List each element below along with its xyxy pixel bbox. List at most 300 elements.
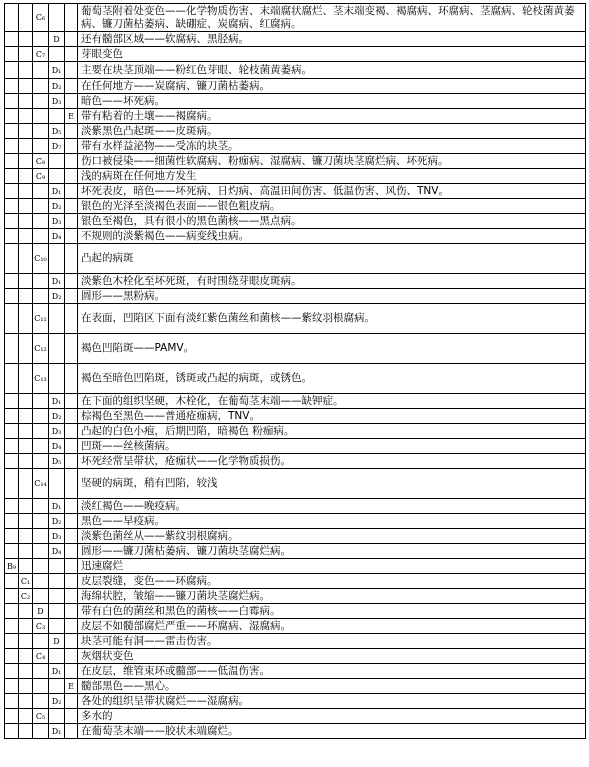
level-cell-2: C₅ bbox=[33, 709, 49, 724]
level-cell-1 bbox=[19, 94, 33, 109]
level-cell-0 bbox=[5, 694, 19, 709]
level-cell-3 bbox=[49, 574, 65, 589]
level-cell-2 bbox=[33, 62, 49, 79]
description-cell: 迅速腐烂 bbox=[78, 559, 586, 574]
level-cell-0 bbox=[5, 679, 19, 694]
level-cell-2 bbox=[33, 394, 49, 409]
level-cell-1 bbox=[19, 334, 33, 364]
level-cell-0 bbox=[5, 574, 19, 589]
table-row bbox=[5, 62, 586, 79]
level-cell-2 bbox=[33, 229, 49, 244]
level-cell-2: C₄ bbox=[33, 649, 49, 664]
description-cell: 浅的病斑在任何地方发生 bbox=[78, 169, 586, 184]
level-cell-3: D₂ bbox=[49, 409, 65, 424]
level-cell-1 bbox=[19, 109, 33, 124]
level-cell-3 bbox=[49, 469, 65, 499]
level-cell-0 bbox=[5, 619, 19, 634]
table-row bbox=[5, 229, 586, 244]
level-cell-0 bbox=[5, 199, 19, 214]
level-cell-2 bbox=[33, 559, 49, 574]
level-cell-4 bbox=[65, 559, 78, 574]
level-cell-1 bbox=[19, 679, 33, 694]
description-cell: 坏死表皮，暗色——坏死病、日灼病、高温田间伤害、低温伤害、风伤、TNV。 bbox=[78, 184, 586, 199]
level-cell-4: E bbox=[65, 679, 78, 694]
level-cell-3 bbox=[49, 244, 65, 274]
level-cell-4 bbox=[65, 409, 78, 424]
diagnostic-key-table bbox=[4, 3, 586, 739]
description-cell: 块茎可能有洞——雷击伤害。 bbox=[78, 634, 586, 649]
level-cell-0 bbox=[5, 169, 19, 184]
description-cell: 淡红褐色——晚疫病。 bbox=[78, 499, 586, 514]
level-cell-0 bbox=[5, 529, 19, 544]
level-cell-2 bbox=[33, 634, 49, 649]
level-cell-0 bbox=[5, 62, 19, 79]
table-row bbox=[5, 649, 586, 664]
level-cell-0 bbox=[5, 634, 19, 649]
table-row bbox=[5, 124, 586, 139]
description-cell: 芽眼变色 bbox=[78, 47, 586, 62]
table-row bbox=[5, 424, 586, 439]
level-cell-0 bbox=[5, 94, 19, 109]
description-cell: 凸起的白色小疱，后期凹陷，暗褐色 粉痂病。 bbox=[78, 424, 586, 439]
level-cell-3 bbox=[49, 109, 65, 124]
description-cell: 暗色——坏死病。 bbox=[78, 94, 586, 109]
level-cell-1 bbox=[19, 47, 33, 62]
level-cell-0 bbox=[5, 364, 19, 394]
description-cell: 坏死经常呈带状，疮痂状——化学物质损伤。 bbox=[78, 454, 586, 469]
level-cell-3 bbox=[49, 679, 65, 694]
level-cell-3: D₁ bbox=[49, 499, 65, 514]
level-cell-3: D₄ bbox=[49, 229, 65, 244]
level-cell-1 bbox=[19, 559, 33, 574]
level-cell-1 bbox=[19, 394, 33, 409]
description-cell: 棕褐色至黑色——普通疮痂病，TNV。 bbox=[78, 409, 586, 424]
table-row bbox=[5, 274, 586, 289]
level-cell-3: D₃ bbox=[49, 529, 65, 544]
level-cell-1 bbox=[19, 424, 33, 439]
table-row bbox=[5, 394, 586, 409]
level-cell-2: C₉ bbox=[33, 169, 49, 184]
level-cell-3: D₂ bbox=[49, 289, 65, 304]
level-cell-0 bbox=[5, 139, 19, 154]
level-cell-4 bbox=[65, 139, 78, 154]
level-cell-1 bbox=[19, 634, 33, 649]
level-cell-2: C₁₃ bbox=[33, 364, 49, 394]
level-cell-4 bbox=[65, 364, 78, 394]
table-row bbox=[5, 79, 586, 94]
level-cell-4 bbox=[65, 529, 78, 544]
level-cell-2 bbox=[33, 454, 49, 469]
level-cell-2 bbox=[33, 32, 49, 47]
description-cell: 伤口被侵染——细菌性软腐病、粉痂病、湿腐病、镰刀菌块茎腐烂病、坏死病。 bbox=[78, 154, 586, 169]
key-table-container bbox=[4, 3, 585, 739]
table-row bbox=[5, 109, 586, 124]
description-cell: 海绵状腔，皱缩——镰刀菌块茎腐烂病。 bbox=[78, 589, 586, 604]
level-cell-1 bbox=[19, 439, 33, 454]
description-cell: 银色的光泽至淡褐色表面——银色粗皮病。 bbox=[78, 199, 586, 214]
level-cell-0 bbox=[5, 32, 19, 47]
level-cell-1 bbox=[19, 649, 33, 664]
description-cell: 凹斑——丝核菌病。 bbox=[78, 439, 586, 454]
table-row bbox=[5, 469, 586, 499]
level-cell-4 bbox=[65, 724, 78, 739]
description-cell: 在表面，凹陷区下面有淡红紫色菌丝和菌核——紫纹羽根腐病。 bbox=[78, 304, 586, 334]
description-cell: 带有水样益泌物——受冻的块茎。 bbox=[78, 139, 586, 154]
table-row bbox=[5, 679, 586, 694]
description-cell: 黑色——早疫病。 bbox=[78, 514, 586, 529]
level-cell-1 bbox=[19, 184, 33, 199]
level-cell-0 bbox=[5, 47, 19, 62]
level-cell-0 bbox=[5, 469, 19, 499]
level-cell-1 bbox=[19, 619, 33, 634]
description-cell: 还有髓部区域——软腐病、黑胫病。 bbox=[78, 32, 586, 47]
level-cell-3 bbox=[49, 709, 65, 724]
level-cell-4 bbox=[65, 634, 78, 649]
level-cell-1 bbox=[19, 124, 33, 139]
level-cell-3: D₅ bbox=[49, 124, 65, 139]
description-cell: 淡紫色木栓化至坏死斑，有时围绕芽眼皮斑病。 bbox=[78, 274, 586, 289]
level-cell-4 bbox=[65, 649, 78, 664]
level-cell-1 bbox=[19, 169, 33, 184]
level-cell-3 bbox=[49, 154, 65, 169]
level-cell-3 bbox=[49, 559, 65, 574]
level-cell-0 bbox=[5, 109, 19, 124]
level-cell-4 bbox=[65, 62, 78, 79]
level-cell-2 bbox=[33, 439, 49, 454]
description-cell: 在任何地方——炭腐病、镰刀菌枯萎病。 bbox=[78, 79, 586, 94]
level-cell-4 bbox=[65, 694, 78, 709]
level-cell-0 bbox=[5, 4, 19, 32]
table-row bbox=[5, 47, 586, 62]
description-cell: 在皮层，维管束环或髓部——低温伤害。 bbox=[78, 664, 586, 679]
description-cell: 凸起的病斑 bbox=[78, 244, 586, 274]
level-cell-2 bbox=[33, 529, 49, 544]
level-cell-2 bbox=[33, 409, 49, 424]
level-cell-4 bbox=[65, 274, 78, 289]
level-cell-2: C₁₁ bbox=[33, 304, 49, 334]
level-cell-0 bbox=[5, 184, 19, 199]
table-row bbox=[5, 409, 586, 424]
level-cell-0 bbox=[5, 709, 19, 724]
table-row bbox=[5, 364, 586, 394]
table-row bbox=[5, 709, 586, 724]
table-row bbox=[5, 619, 586, 634]
level-cell-4 bbox=[65, 184, 78, 199]
level-cell-0 bbox=[5, 724, 19, 739]
level-cell-2 bbox=[33, 544, 49, 559]
description-cell: 淡紫色菌丝从——紫纹羽根腐病。 bbox=[78, 529, 586, 544]
level-cell-4 bbox=[65, 514, 78, 529]
level-cell-2: C₁₀ bbox=[33, 244, 49, 274]
level-cell-3 bbox=[49, 364, 65, 394]
level-cell-0: B₉ bbox=[5, 559, 19, 574]
level-cell-4: E bbox=[65, 109, 78, 124]
level-cell-4 bbox=[65, 439, 78, 454]
table-body bbox=[5, 4, 586, 739]
level-cell-1 bbox=[19, 529, 33, 544]
level-cell-0 bbox=[5, 664, 19, 679]
level-cell-4 bbox=[65, 214, 78, 229]
description-cell: 银色至褐色，具有很小的黑色菌核——黑点病。 bbox=[78, 214, 586, 229]
level-cell-3: D bbox=[49, 634, 65, 649]
table-row bbox=[5, 694, 586, 709]
level-cell-1 bbox=[19, 229, 33, 244]
description-cell: 淡紫黑色凸起斑——皮斑病。 bbox=[78, 124, 586, 139]
description-cell: 各处的组织呈带状腐烂——湿腐病。 bbox=[78, 694, 586, 709]
level-cell-0 bbox=[5, 424, 19, 439]
level-cell-4 bbox=[65, 709, 78, 724]
level-cell-4 bbox=[65, 289, 78, 304]
level-cell-0 bbox=[5, 604, 19, 619]
level-cell-4 bbox=[65, 229, 78, 244]
level-cell-1 bbox=[19, 724, 33, 739]
level-cell-2: C₃ bbox=[33, 619, 49, 634]
table-row bbox=[5, 32, 586, 47]
level-cell-1 bbox=[19, 499, 33, 514]
level-cell-3: D₅ bbox=[49, 454, 65, 469]
table-row bbox=[5, 4, 586, 32]
level-cell-1: C₁ bbox=[19, 574, 33, 589]
level-cell-3 bbox=[49, 649, 65, 664]
table-row bbox=[5, 304, 586, 334]
table-row bbox=[5, 214, 586, 229]
level-cell-1 bbox=[19, 274, 33, 289]
level-cell-4 bbox=[65, 454, 78, 469]
level-cell-1 bbox=[19, 514, 33, 529]
level-cell-2 bbox=[33, 724, 49, 739]
level-cell-4 bbox=[65, 47, 78, 62]
level-cell-2 bbox=[33, 679, 49, 694]
level-cell-1 bbox=[19, 139, 33, 154]
level-cell-0 bbox=[5, 544, 19, 559]
level-cell-3: D₁ bbox=[49, 724, 65, 739]
level-cell-3: D₁ bbox=[49, 62, 65, 79]
table-row bbox=[5, 589, 586, 604]
level-cell-2 bbox=[33, 574, 49, 589]
table-row bbox=[5, 139, 586, 154]
description-cell: 髓部黑色——黑心。 bbox=[78, 679, 586, 694]
level-cell-4 bbox=[65, 499, 78, 514]
level-cell-2 bbox=[33, 424, 49, 439]
table-row bbox=[5, 664, 586, 679]
level-cell-0 bbox=[5, 154, 19, 169]
table-row bbox=[5, 454, 586, 469]
level-cell-3: D bbox=[49, 32, 65, 47]
level-cell-4 bbox=[65, 664, 78, 679]
description-cell: 皮层裂缝，变色——环腐病。 bbox=[78, 574, 586, 589]
description-cell: 皮层不如髓部腐烂严重——环腐病、湿腐病。 bbox=[78, 619, 586, 634]
table-row bbox=[5, 499, 586, 514]
level-cell-2 bbox=[33, 79, 49, 94]
level-cell-0 bbox=[5, 454, 19, 469]
table-row bbox=[5, 529, 586, 544]
level-cell-0 bbox=[5, 439, 19, 454]
level-cell-1 bbox=[19, 304, 33, 334]
level-cell-3 bbox=[49, 604, 65, 619]
level-cell-1 bbox=[19, 214, 33, 229]
table-row bbox=[5, 334, 586, 364]
level-cell-1: C₂ bbox=[19, 589, 33, 604]
level-cell-4 bbox=[65, 604, 78, 619]
table-row bbox=[5, 604, 586, 619]
level-cell-2: C₆ bbox=[33, 4, 49, 32]
table-row bbox=[5, 724, 586, 739]
level-cell-4 bbox=[65, 394, 78, 409]
level-cell-4 bbox=[65, 424, 78, 439]
level-cell-3 bbox=[49, 4, 65, 32]
description-cell: 褐色至暗色凹陷斑，锈斑或凸起的病斑，或锈色。 bbox=[78, 364, 586, 394]
description-cell: 带有粘着的土壤——褐腐病。 bbox=[78, 109, 586, 124]
level-cell-3: D₁ bbox=[49, 184, 65, 199]
level-cell-3 bbox=[49, 47, 65, 62]
level-cell-3: D₃ bbox=[49, 94, 65, 109]
table-row bbox=[5, 184, 586, 199]
level-cell-2 bbox=[33, 664, 49, 679]
table-row bbox=[5, 289, 586, 304]
level-cell-2 bbox=[33, 514, 49, 529]
level-cell-3: D₃ bbox=[49, 214, 65, 229]
level-cell-4 bbox=[65, 32, 78, 47]
level-cell-4 bbox=[65, 334, 78, 364]
level-cell-1 bbox=[19, 154, 33, 169]
level-cell-1 bbox=[19, 544, 33, 559]
level-cell-0 bbox=[5, 229, 19, 244]
level-cell-2 bbox=[33, 274, 49, 289]
level-cell-0 bbox=[5, 409, 19, 424]
level-cell-2 bbox=[33, 589, 49, 604]
level-cell-3: D₂ bbox=[49, 79, 65, 94]
level-cell-4 bbox=[65, 169, 78, 184]
level-cell-0 bbox=[5, 304, 19, 334]
level-cell-4 bbox=[65, 199, 78, 214]
level-cell-2 bbox=[33, 289, 49, 304]
level-cell-3: D₂ bbox=[49, 199, 65, 214]
level-cell-3: D₁ bbox=[49, 274, 65, 289]
description-cell: 圆形——黑粉病。 bbox=[78, 289, 586, 304]
level-cell-0 bbox=[5, 649, 19, 664]
level-cell-0 bbox=[5, 499, 19, 514]
level-cell-2 bbox=[33, 109, 49, 124]
level-cell-3 bbox=[49, 304, 65, 334]
level-cell-4 bbox=[65, 79, 78, 94]
table-row bbox=[5, 199, 586, 214]
level-cell-3: D₃ bbox=[49, 424, 65, 439]
level-cell-4 bbox=[65, 244, 78, 274]
table-row bbox=[5, 634, 586, 649]
level-cell-4 bbox=[65, 619, 78, 634]
level-cell-4 bbox=[65, 94, 78, 109]
level-cell-4 bbox=[65, 589, 78, 604]
level-cell-1 bbox=[19, 709, 33, 724]
description-cell: 褐色凹陷斑——PAMV。 bbox=[78, 334, 586, 364]
level-cell-3: D₄ bbox=[49, 439, 65, 454]
level-cell-0 bbox=[5, 244, 19, 274]
level-cell-3 bbox=[49, 619, 65, 634]
level-cell-2 bbox=[33, 94, 49, 109]
description-cell: 多水的 bbox=[78, 709, 586, 724]
level-cell-4 bbox=[65, 4, 78, 32]
table-row bbox=[5, 439, 586, 454]
level-cell-1 bbox=[19, 454, 33, 469]
description-cell: 葡萄茎附着处变色——化学物质伤害、末端腐状腐烂、茎末端变褐、褐腐病、环腐病、茎腐病、轮枝菌黄萎病、镰刀菌枯萎病、缺硼症、炭腐病、红腐病。 bbox=[78, 4, 586, 32]
description-cell: 不规则的淡紫褐色——病变线虫病。 bbox=[78, 229, 586, 244]
level-cell-0 bbox=[5, 214, 19, 229]
level-cell-3: D₂ bbox=[49, 694, 65, 709]
description-cell: 在葡萄茎末端——胶状末端腐烂。 bbox=[78, 724, 586, 739]
level-cell-2: C₈ bbox=[33, 154, 49, 169]
level-cell-1 bbox=[19, 694, 33, 709]
level-cell-3 bbox=[49, 589, 65, 604]
description-cell: 灰烟状变色 bbox=[78, 649, 586, 664]
table-row bbox=[5, 544, 586, 559]
level-cell-0 bbox=[5, 274, 19, 289]
level-cell-1 bbox=[19, 409, 33, 424]
level-cell-1 bbox=[19, 364, 33, 394]
level-cell-4 bbox=[65, 154, 78, 169]
level-cell-4 bbox=[65, 574, 78, 589]
level-cell-3: D₂ bbox=[49, 514, 65, 529]
level-cell-4 bbox=[65, 469, 78, 499]
level-cell-0 bbox=[5, 289, 19, 304]
level-cell-0 bbox=[5, 124, 19, 139]
level-cell-1 bbox=[19, 32, 33, 47]
level-cell-3 bbox=[49, 334, 65, 364]
level-cell-1 bbox=[19, 199, 33, 214]
level-cell-1 bbox=[19, 664, 33, 679]
level-cell-2 bbox=[33, 139, 49, 154]
level-cell-0 bbox=[5, 589, 19, 604]
description-cell: 圆形——镰刀菌枯萎病、镰刀菌块茎腐烂病。 bbox=[78, 544, 586, 559]
level-cell-2 bbox=[33, 199, 49, 214]
level-cell-3: D₁ bbox=[49, 394, 65, 409]
level-cell-1 bbox=[19, 604, 33, 619]
level-cell-2 bbox=[33, 184, 49, 199]
level-cell-0 bbox=[5, 79, 19, 94]
level-cell-4 bbox=[65, 304, 78, 334]
table-row bbox=[5, 559, 586, 574]
level-cell-2: C₁₂ bbox=[33, 334, 49, 364]
level-cell-1 bbox=[19, 62, 33, 79]
level-cell-1 bbox=[19, 469, 33, 499]
level-cell-4 bbox=[65, 544, 78, 559]
description-cell: 带有白色的菌丝和黑色的菌核——白霉病。 bbox=[78, 604, 586, 619]
level-cell-1 bbox=[19, 4, 33, 32]
table-row bbox=[5, 514, 586, 529]
table-row bbox=[5, 94, 586, 109]
description-cell: 主要在块茎顶端——粉红色芽眼、轮枝菌黄萎病。 bbox=[78, 62, 586, 79]
level-cell-2 bbox=[33, 124, 49, 139]
level-cell-1 bbox=[19, 244, 33, 274]
level-cell-1 bbox=[19, 79, 33, 94]
level-cell-0 bbox=[5, 514, 19, 529]
table-row bbox=[5, 244, 586, 274]
description-cell: 在下面的组织坚硬，木栓化，在葡萄茎末端——缺钾症。 bbox=[78, 394, 586, 409]
level-cell-3: D₄ bbox=[49, 544, 65, 559]
table-row bbox=[5, 169, 586, 184]
table-row bbox=[5, 574, 586, 589]
level-cell-2: C₁₄ bbox=[33, 469, 49, 499]
level-cell-1 bbox=[19, 289, 33, 304]
level-cell-2: D bbox=[33, 604, 49, 619]
level-cell-0 bbox=[5, 334, 19, 364]
level-cell-0 bbox=[5, 394, 19, 409]
level-cell-3: D₁ bbox=[49, 664, 65, 679]
level-cell-2 bbox=[33, 214, 49, 229]
level-cell-3 bbox=[49, 169, 65, 184]
level-cell-3: D₇ bbox=[49, 139, 65, 154]
description-cell: 坚硬的病斑，稍有凹陷，较浅 bbox=[78, 469, 586, 499]
level-cell-2 bbox=[33, 499, 49, 514]
